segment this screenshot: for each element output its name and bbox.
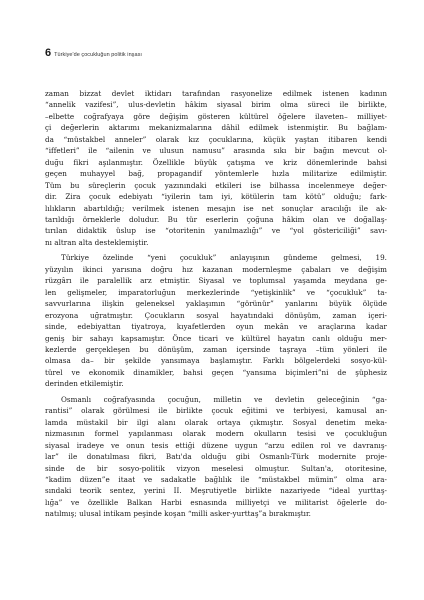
text-line: duğu fikri aşılanmıştır. Özellikle büyük çatışma ve kriz dönemlerinde bahsi (45, 157, 387, 167)
text-line: erozyona uğratmıştır. Çocukların sosyal hayatındaki dönüşüm, zaman içeri- (45, 310, 387, 320)
text-line: zaman bizzat devlet iktidarı tarafından rasyonelize edilmek istenen kadının (45, 89, 387, 98)
text-line: Türkiye özelinde “yeni çocukluk” anlayışının gündeme gelmesi, 19. (61, 253, 387, 263)
text-line: da “müstakbel anneler” olarak kız çocuklarına, küçük yaştan itibaren kendi (45, 134, 387, 144)
text-line: lamda müstakil bir ilgi alanı olarak ortaya çıkmıştır. Sosyal denetim meka- (45, 417, 387, 427)
text-line: yüzyılın ikinci yarısına doğru hız kazanan modernleşme çabaları ve değişim (45, 264, 387, 274)
text-line: “iffetleri” ile “ailenin ve ulusun namusu” arasında sıkı bir bağın mevcut ol- (45, 146, 387, 156)
text-line: lığa” ve özellikle Balkan Harbi esnasında milliyetçi ve militarist öğelerle do- (45, 497, 387, 507)
text-line: lar” ile donatılması fikri, Batı'da olduğu gibi Osmanlı-Türk modernite proje- (45, 452, 387, 462)
text-line: lılıkların abartıldığı; verilmek istenen mesajın ise net sonuçlar aracılığı ile ak- (45, 203, 387, 213)
paragraph (45, 88, 387, 248)
text-line: Tüm bu süreçlerin çocuk yazınındaki etkileri ise bilhassa incelenmeye değer- (45, 180, 387, 190)
text-line: sinde de bir sosyo-politik vizyon meselesi olmuştur. Sultan'a, otoritesine, (45, 463, 387, 473)
text-line: rüzgârı ile paralellik arz etmiştir. Siyasal ve toplumsal yaşamda meydana ge- (45, 276, 387, 286)
text-line: sındaki teorik sentez, yerini II. Meşrutiyetle birlikte nazariyede “ideal yurttaş- (45, 486, 387, 496)
text-line: tırılan didaktik üslup ise “otoritenin yanılmazlığı” ve “yol göstericiliği” savı- (45, 226, 387, 236)
text-line: natılmış; ulusal intikam peşinde koşan “milli asker-yurttaş”a bırakmıştır. (45, 509, 311, 519)
page-number: 6 (45, 47, 52, 59)
text-line: geniş bir sahayı kapsamıştır. Önce ticari ve kültürel hayatın canlı olduğu mer- (45, 333, 387, 343)
text-line: siyasal iradeye ve onun tesis ettiği düzene uygun “arzu edilen rol ve davranış- (45, 440, 387, 450)
text-line: geçen muhayyel bağ, propagandif yöntemlerle hızla militarize edilmiştir. (45, 169, 387, 179)
running-header (45, 47, 142, 61)
text-line: türel ve ekonomik dinamikler, bahsi geçen “yansıma biçimleri”ni de şüphesiz (45, 367, 387, 377)
paragraph (45, 394, 387, 520)
text-line: nizmasının formel yapılanması olarak modern okulların tesisi ve çocukluğun (45, 429, 387, 439)
text-line: olmasa da– bir şekilde yansımaya başlamıştır. Farklı bölgelerdeki sosyo-kül- (45, 356, 387, 366)
text-line: derinden etkilemiştir. (45, 379, 124, 389)
text-line: çi değerlerin aktarımı mekanizmalarına dâhil edilmek istenmiştir. Bu bağlam- (45, 123, 387, 133)
running-header-title: Türkiye'de çocukluğun politik inşası (54, 52, 142, 58)
text-line: dir. Zira çocuk edebiyatı “iyilerin tam iyi, kötülerin tam kötü” olduğu; fark- (45, 192, 387, 202)
text-line: nı altran alta desteklemiştir. (45, 237, 149, 247)
text-line: “annelik vazifesi”, ulus-devletin hâkim siyasal birim olma süreci ile birlikte, (45, 100, 387, 110)
body-text (45, 88, 387, 520)
text-line: len gelişmeler, imparatorluğun merkezlerinde “yetişkinlik” ve “çocukluk” ta- (45, 287, 387, 297)
text-line: sinde, edebiyattan tiyatroya, kıyafetlerden oyun mekân ve araçlarına kadar (45, 322, 387, 332)
text-line: tarıldığı örneklerle doludur. Bu tür eserlerin çoğuna hâkim olan ve doğallaş- (45, 214, 387, 224)
text-line: kezlerde gerçekleşen bu dönüşüm, zaman içersinde taşraya –tüm yönleri ile (45, 344, 387, 354)
text-line: Osmanlı coğrafyasında çocuğun, milletin ve devletin geleceğinin “ga- (61, 394, 387, 404)
text-line: –elbette coğrafyaya göre değişim gösteren kültürel öğelere ilaveten– milliyet- (45, 111, 387, 121)
text-line: rantisi” olarak görülmesi ile birlikte çocuk eğitimi ve terbiyesi, kamusal an- (45, 406, 387, 416)
text-line: savvurlarına ilişkin geleneksel yaklaşımın “görünür” yanlarını büyük ölçüde (45, 299, 387, 309)
paragraph (45, 252, 387, 389)
text-line: “kadim düzen”e itaat ve sadakatle bağlılık ile “müstakbel mümin” olma ara- (45, 474, 387, 484)
